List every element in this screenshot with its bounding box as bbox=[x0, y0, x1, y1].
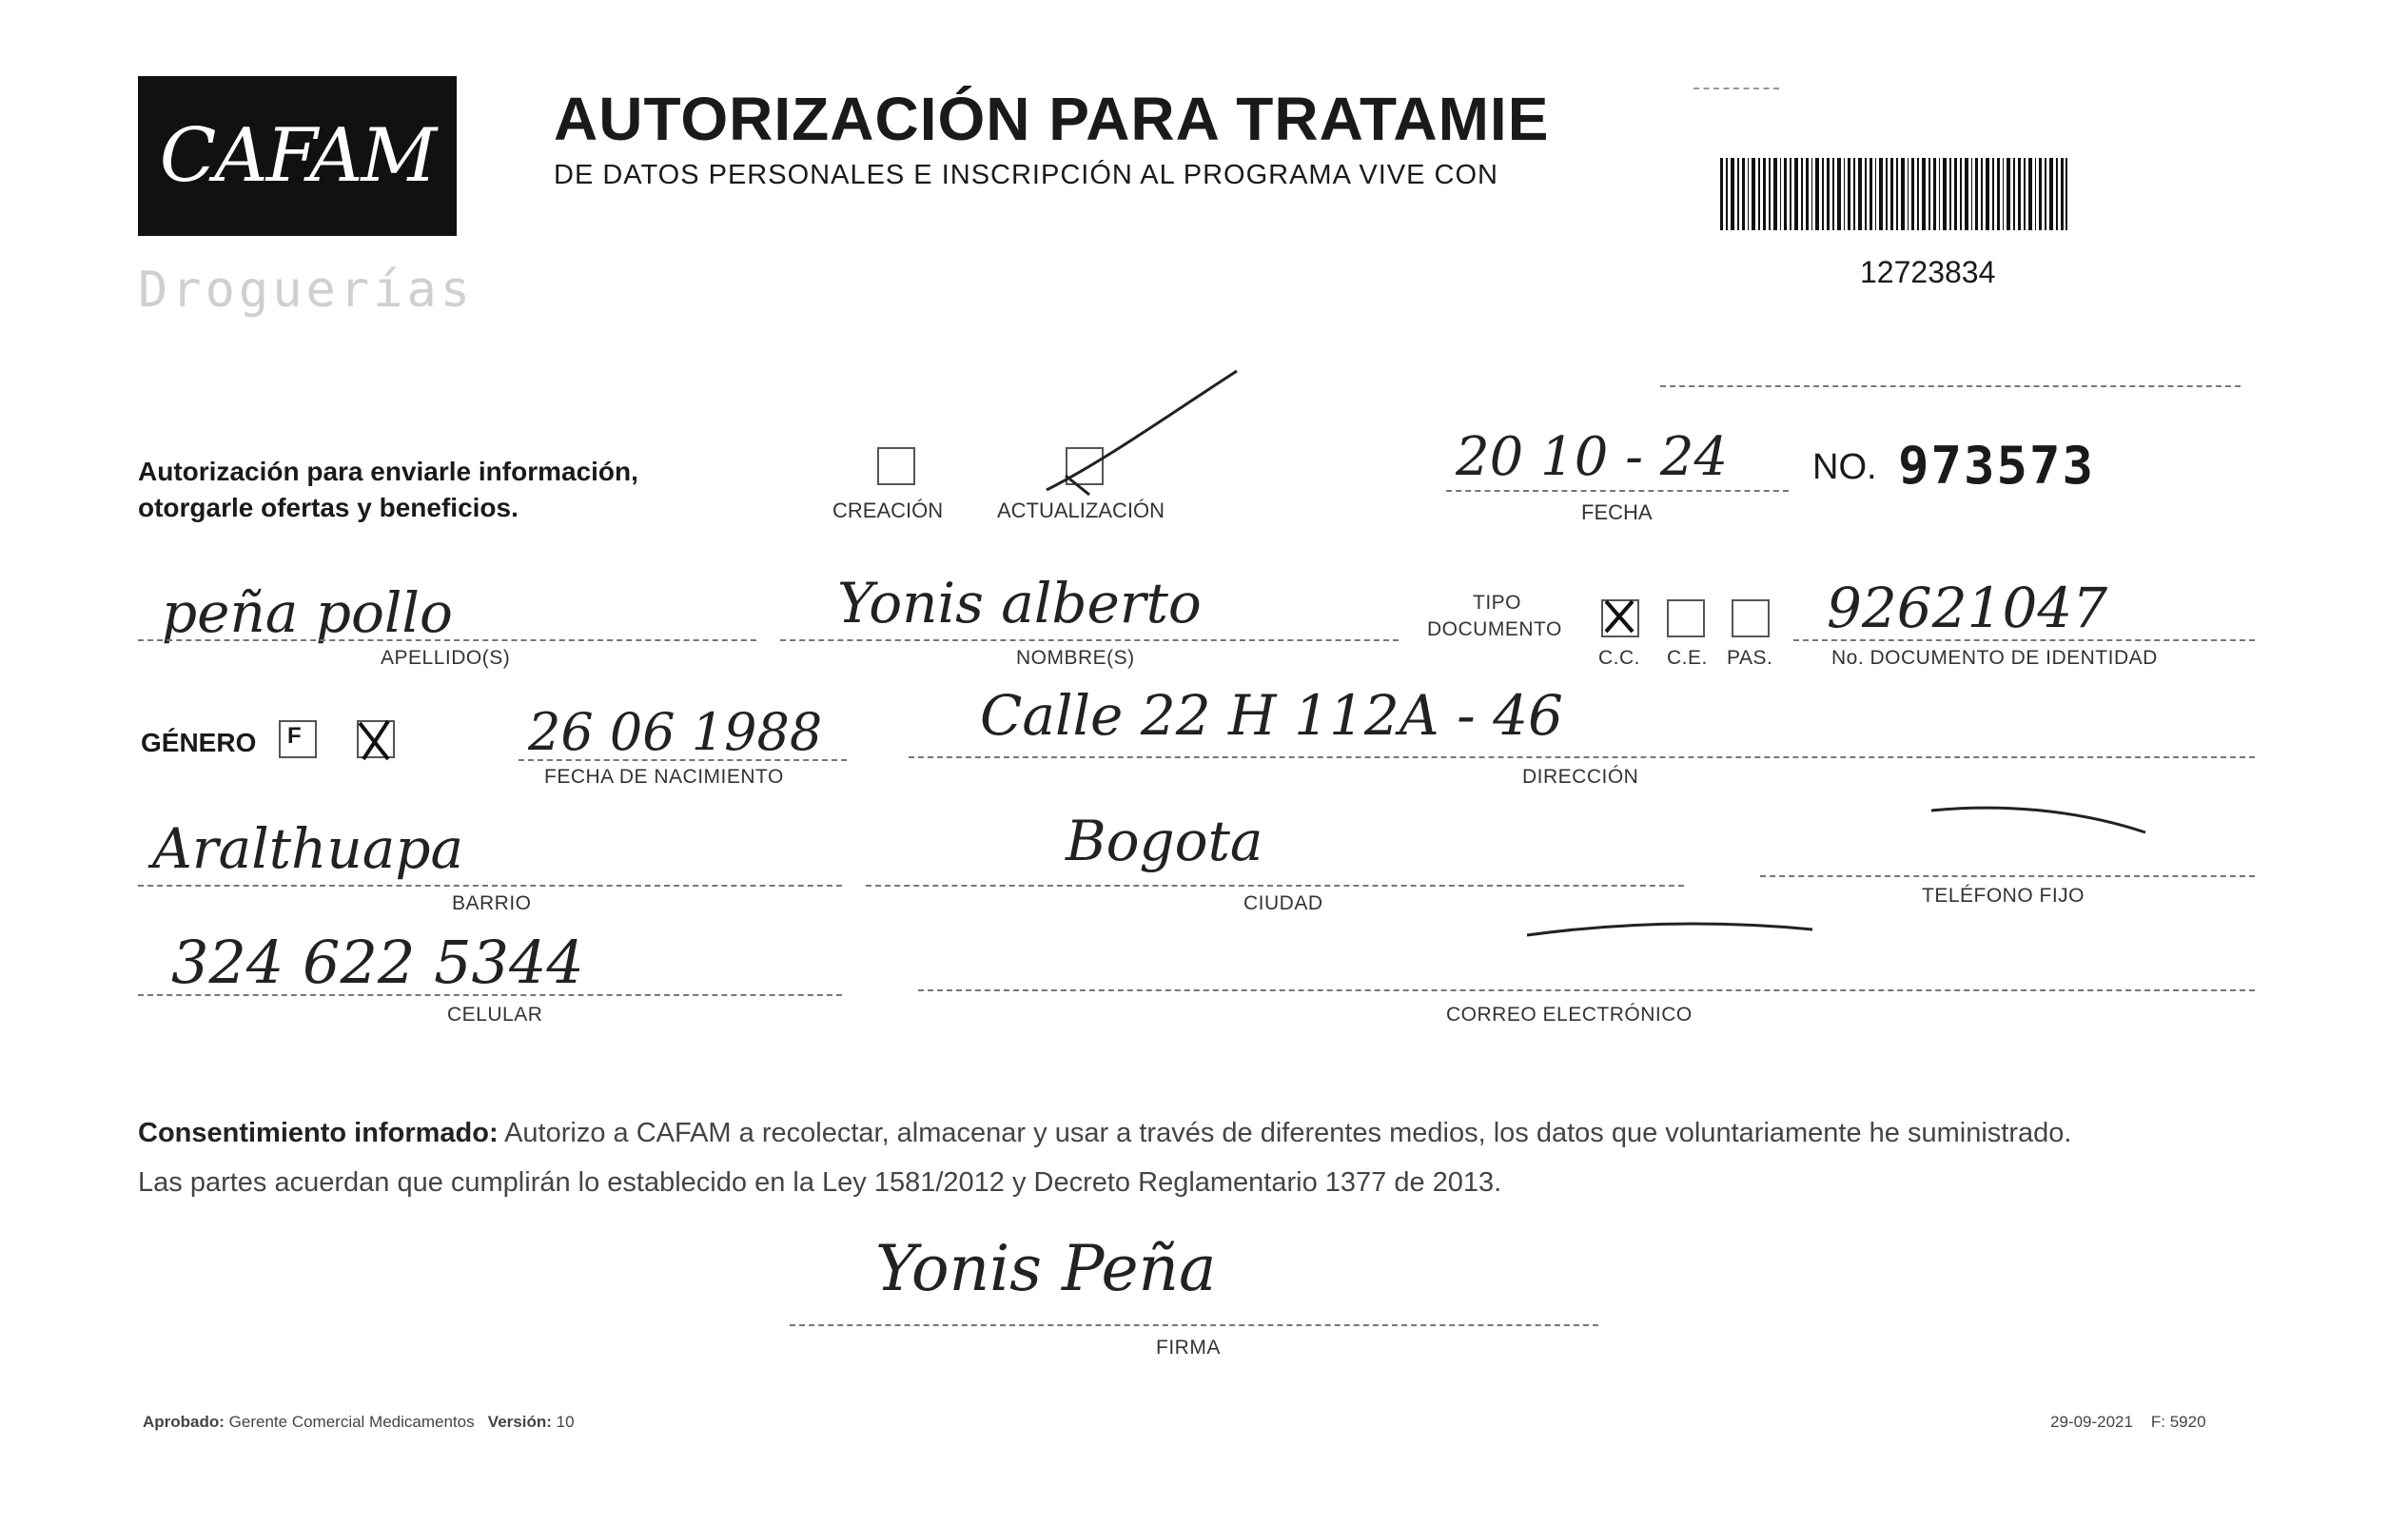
approved-label: Aprobado: bbox=[143, 1413, 225, 1431]
city-label: CIUDAD bbox=[1243, 892, 1323, 914]
ce-checkbox[interactable] bbox=[1667, 599, 1705, 637]
authorization-intro-1: Autorización para enviarle información, bbox=[138, 457, 638, 486]
email-label: CORREO ELECTRÓNICO bbox=[1446, 1004, 1693, 1026]
form-title: AUTORIZACIÓN PARA TRATAMIE bbox=[554, 85, 1550, 153]
footer-approval bbox=[143, 1413, 575, 1432]
mobile-value[interactable]: 324 622 5344 bbox=[171, 928, 584, 997]
surname-label: APELLIDO(S) bbox=[381, 647, 511, 669]
barrio-value[interactable]: Aralthuapa bbox=[152, 816, 464, 881]
gender-label: GÉNERO bbox=[141, 728, 257, 757]
consent-heading: Consentimiento informado: bbox=[138, 1118, 499, 1148]
date-value[interactable]: 20 10 - 24 bbox=[1456, 426, 1729, 488]
update-check-stroke bbox=[1037, 366, 1246, 509]
gender-f-label: F bbox=[287, 723, 302, 749]
phone-line bbox=[1760, 875, 2255, 877]
date-label: FECHA bbox=[1581, 500, 1653, 524]
birth-date-line bbox=[519, 759, 847, 761]
form-subtitle: DE DATOS PERSONALES E INSCRIPCIÓN AL PROGRAMA VIVE CON bbox=[554, 160, 1498, 190]
barrio-label: BARRIO bbox=[452, 892, 532, 914]
authorization-intro-2: otorgarle ofertas y beneficios. bbox=[138, 493, 519, 522]
pas-checkbox[interactable] bbox=[1732, 599, 1770, 637]
number-top-line bbox=[1660, 385, 2241, 387]
barrio-line bbox=[138, 885, 842, 887]
name-label: NOMBRE(S) bbox=[1016, 647, 1135, 669]
barcode-number: 12723834 bbox=[1860, 255, 1996, 289]
doc-number-line bbox=[1793, 639, 2255, 641]
city-line bbox=[866, 885, 1684, 887]
name-value[interactable]: Yonis alberto bbox=[837, 571, 1202, 635]
doc-number-value[interactable]: 92621047 bbox=[1827, 576, 2108, 640]
update-label: ACTUALIZACIÓN bbox=[997, 499, 1165, 522]
version-value: 10 bbox=[556, 1413, 575, 1431]
approved-value: Gerente Comercial Medicamentos bbox=[228, 1413, 475, 1431]
ce-label: C.E. bbox=[1667, 647, 1708, 669]
footer-date: 29-09-2021 bbox=[2050, 1413, 2133, 1431]
mobile-label: CELULAR bbox=[447, 1004, 543, 1026]
name-line bbox=[780, 639, 1399, 641]
surname-value[interactable]: peña pollo bbox=[162, 580, 453, 645]
footer-code: F: 5920 bbox=[2150, 1413, 2206, 1431]
phone-dash-stroke bbox=[1922, 799, 2150, 837]
form-number: 973573 bbox=[1898, 436, 2096, 496]
consent-paragraph bbox=[138, 1108, 2260, 1207]
doc-type-label-2: DOCUMENTO bbox=[1427, 618, 1562, 640]
gender-m-check-mark bbox=[354, 717, 396, 765]
address-label: DIRECCIÓN bbox=[1522, 766, 1639, 788]
birth-date-value[interactable]: 26 06 1988 bbox=[528, 702, 823, 762]
cc-label: C.C. bbox=[1598, 647, 1640, 669]
doc-number-label: No. DOCUMENTO DE IDENTIDAD bbox=[1831, 647, 2158, 669]
logo-subtitle: Droguerías bbox=[138, 262, 475, 319]
email-line bbox=[918, 989, 2255, 991]
consent-text-1: Autorizo a CAFAM a recolectar, almacenar y usar a través de diferentes medios, los datos que voluntariamente he suministrado. bbox=[498, 1118, 2072, 1148]
address-value[interactable]: Calle 22 H 112A - 46 bbox=[980, 683, 1563, 748]
mobile-line bbox=[138, 994, 842, 996]
phone-label: TELÉFONO FIJO bbox=[1922, 885, 2085, 907]
signature-line bbox=[790, 1324, 1598, 1326]
pas-label: PAS. bbox=[1727, 647, 1773, 669]
consent-text-2: Las partes acuerdan que cumplirán lo establecido en la Ley 1581/2012 y Decreto Reglamentario 1377 de 2013. bbox=[138, 1167, 1502, 1198]
creation-label: CREACIÓN bbox=[832, 499, 944, 522]
address-line bbox=[909, 756, 2255, 758]
city-value[interactable]: Bogota bbox=[1066, 809, 1263, 873]
doc-type-label-1: TIPO bbox=[1473, 592, 1522, 614]
surname-line bbox=[138, 639, 756, 641]
signature[interactable]: Yonis Peña bbox=[875, 1232, 1217, 1305]
date-line bbox=[1446, 490, 1789, 492]
header-dash bbox=[1693, 88, 1779, 89]
cafam-logo: CAFAM bbox=[138, 76, 457, 236]
signature-label: FIRMA bbox=[1156, 1337, 1221, 1359]
footer-date-code bbox=[2050, 1413, 2206, 1432]
barcode bbox=[1720, 158, 2067, 230]
email-dash-stroke bbox=[1522, 909, 1817, 947]
cc-check-mark bbox=[1598, 596, 1640, 637]
version-label: Versión: bbox=[487, 1413, 552, 1431]
no-label: NO. bbox=[1812, 447, 1877, 487]
birth-date-label: FECHA DE NACIMIENTO bbox=[544, 766, 784, 788]
creation-checkbox[interactable] bbox=[877, 447, 915, 485]
